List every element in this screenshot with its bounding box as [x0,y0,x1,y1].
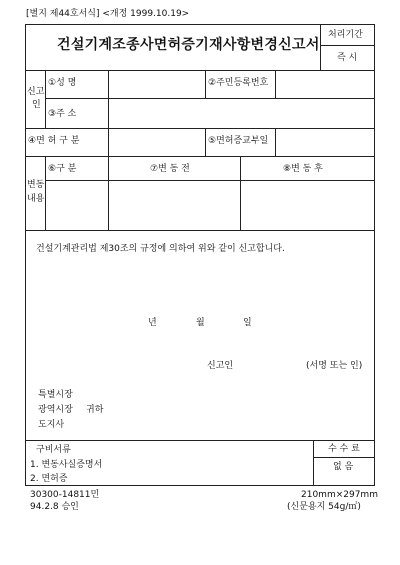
change-category-field[interactable] [46,181,107,229]
address-label: ③주 소 [48,109,77,119]
resident-number-field[interactable] [276,71,374,97]
name-label: ①성 명 [48,78,77,88]
license-issue-date-field[interactable] [276,129,374,155]
month-label: 월 [196,318,205,328]
required-document-item: 2. 면허증 [30,474,68,484]
divider [320,45,375,46]
change-before-label: ⑦변 동 전 [150,164,190,174]
name-field[interactable] [109,71,204,97]
recipient-suffix: 귀하 [86,405,104,415]
change-category-label: ⑥구 분 [48,164,77,174]
divider [313,440,314,486]
declaration-statement: 건설기계관리법 제30조의 규정에 의하여 위와 같이 신고합니다. [36,244,285,254]
form-number-note: [별지 제44호서식] <개정 1999.10.19> [26,9,190,19]
divider [320,24,321,70]
reporter-section-label: 신고 [27,87,45,97]
processing-period-value: 즉 시 [337,53,358,63]
divider [25,156,375,157]
divider [25,230,375,231]
address-field[interactable] [109,99,374,127]
year-label: 년 [148,318,157,328]
change-section-label: 변동 [27,180,45,190]
divider [25,440,375,441]
recipient-metro-city: 광역시장 [38,405,73,415]
fee-label: 수 수 료 [328,444,360,454]
divider [313,457,375,458]
license-type-field[interactable] [109,129,204,155]
divider [205,128,206,156]
form-title: 건설기계조종사면허증기재사항변경신고서 [57,37,320,53]
day-label: 일 [243,318,252,328]
resident-number-label: ②주민등록번호 [208,78,269,88]
paper-size: 210mm×297mm [301,490,378,500]
change-section-label-2: 내용 [27,194,45,204]
fee-value: 없 음 [333,462,354,472]
recipient-special-city: 특별시장 [38,390,73,400]
required-document-item: 1. 변동사실증명서 [30,460,103,470]
reporter-signature-label: 신고인 [207,361,234,371]
change-after-field[interactable] [241,181,374,229]
paper-type: (신문용지 54g/㎡) [287,502,361,512]
reporter-section-label-2: 인 [32,100,41,110]
change-after-label: ⑧변 동 후 [283,164,323,174]
recipient-province-governor: 도지사 [38,420,65,430]
license-type-label: ④면 허 구 분 [28,136,80,146]
divider [205,70,206,98]
change-before-field[interactable] [109,181,239,229]
approval-date: 94.2.8 승인 [30,502,79,512]
divider [45,70,46,128]
form-code: 30300-14811민 [30,490,100,500]
license-issue-date-label: ⑤면허증교부일 [208,136,269,146]
processing-period-label: 처리기간 [328,30,363,40]
signature-note: (서명 또는 인) [306,361,363,371]
required-documents-title: 구비서류 [36,445,71,455]
